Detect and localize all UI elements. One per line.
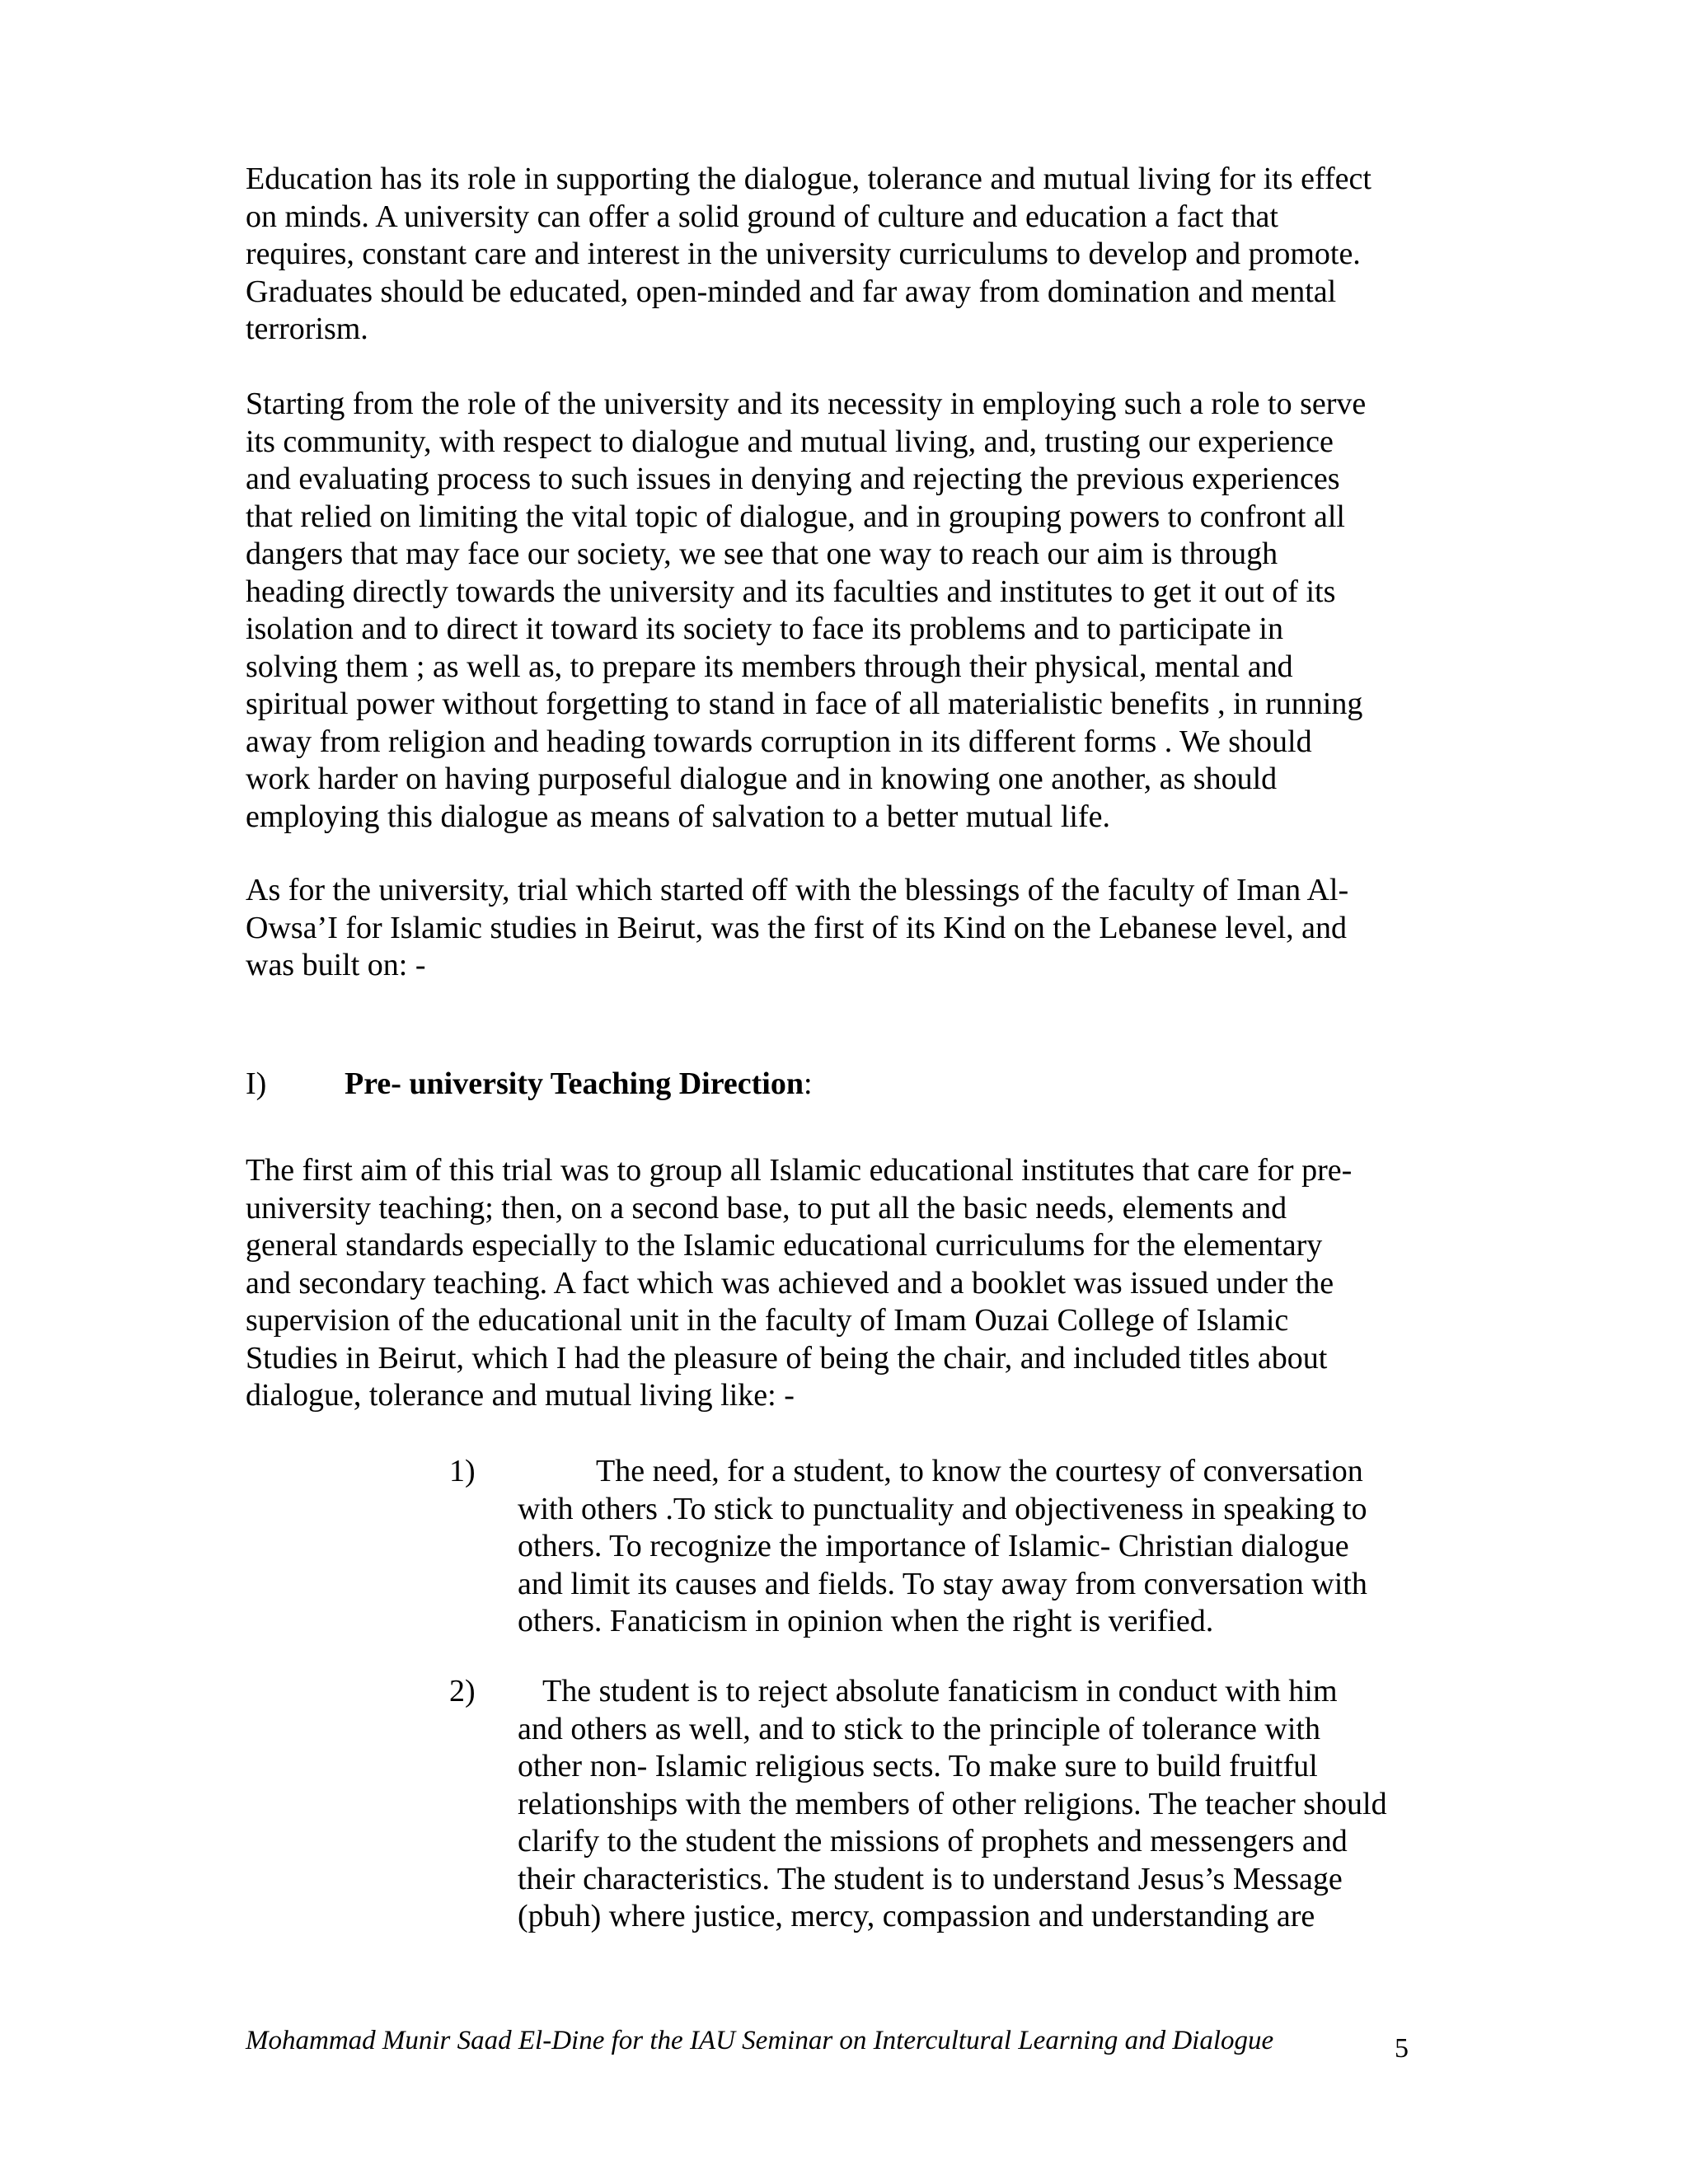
paragraph-university-trial [246, 872, 1449, 985]
text-line: isolation and to direct it toward its society to face its problems and to participate in [246, 612, 1283, 646]
text-line: solving them ; as well as, to prepare its members through their physical, mental and [246, 649, 1293, 684]
list-item [449, 1673, 1438, 1936]
page-footer [246, 2024, 1424, 2057]
list-item [449, 1453, 1438, 1641]
text-line: terrorism. [246, 312, 368, 346]
text-line: The student is to reject absolute fanaticism in conduct with him [542, 1674, 1338, 1708]
text-line: (pbuh) where justice, mercy, compassion and understanding are [518, 1899, 1315, 1933]
text-line: and others as well, and to stick to the principle of tolerance with [518, 1711, 1320, 1746]
section-heading [246, 1066, 813, 1104]
list-item-body [518, 1673, 1438, 1936]
footer-author-line: Mohammad Munir Saad El-Dine for the IAU Seminar on Intercultural Learning and Dialogue [246, 2026, 1274, 2055]
text-line: requires, constant care and interest in the university curriculums to develop and promote. [246, 237, 1361, 271]
page-number: 5 [1395, 2033, 1409, 2064]
text-line: away from religion and heading towards corruption in its different forms . We should [246, 724, 1312, 759]
text-line: supervision of the educational unit in the faculty of Imam Ouzai College of Islamic [246, 1303, 1289, 1338]
text-line: Starting from the role of the university and its necessity in employing such a role to serve [246, 387, 1367, 421]
paragraph-first-aim [246, 1152, 1449, 1415]
text-line: on minds. A university can offer a solid ground of culture and education a fact that [246, 199, 1278, 234]
section-title: Pre- university Teaching Direction [345, 1066, 804, 1101]
text-line: dialogue, tolerance and mutual living like: - [246, 1378, 795, 1413]
text-line: relationships with the members of other religions. The teacher should [518, 1786, 1387, 1821]
text-line: with others .To stick to punctuality and objectiveness in speaking to [518, 1491, 1367, 1526]
text-line: that relied on limiting the vital topic of dialogue, and in grouping powers to confront all [246, 499, 1345, 534]
list-marker: 1) [449, 1454, 476, 1488]
text-line: and evaluating process to such issues in denying and rejecting the previous experiences [246, 462, 1340, 496]
text-line: work harder on having purposeful dialogue and in knowing one another, as should [246, 762, 1278, 796]
text-line: Studies in Beirut, which I had the pleasure of being the chair, and included titles about [246, 1340, 1328, 1376]
text-line: As for the university, trial which started off with the blessings of the faculty of Iman Al- [246, 873, 1349, 907]
text-line: Owsa’I for Islamic studies in Beirut, was the first of its Kind on the Lebanese level, and [246, 910, 1347, 945]
text-line: was built on: - [246, 948, 426, 982]
text-line: others. Fanaticism in opinion when the right is verified. [518, 1604, 1214, 1638]
list-item-body [518, 1453, 1438, 1641]
text-line: their characteristics. The student is to understand Jesus’s Message [518, 1861, 1343, 1896]
paragraph-university-role [246, 386, 1449, 836]
text-line: heading directly towards the university and its faculties and institutes to get it out of its [246, 574, 1336, 609]
text-line: university teaching; then, on a second base, to put all the basic needs, elements and [246, 1190, 1287, 1226]
text-line: general standards especially to the Islamic educational curriculums for the elementary [246, 1228, 1323, 1263]
text-line: dangers that may face our society, we see that one way to reach our aim is through [246, 537, 1278, 571]
text-line: The need, for a student, to know the courtesy of conversation [596, 1454, 1363, 1488]
text-line: its community, with respect to dialogue and mutual living, and, trusting our experience [246, 424, 1334, 459]
text-line: others. To recognize the importance of Islamic- Christian dialogue [518, 1529, 1349, 1563]
section-number: I) [246, 1066, 267, 1101]
text-line: clarify to the student the missions of prophets and messengers and [518, 1824, 1348, 1858]
text-line: The first aim of this trial was to group all Islamic educational institutes that care for pre- [246, 1153, 1353, 1188]
text-line: Education has its role in supporting the dialogue, tolerance and mutual living for its effect [246, 162, 1372, 196]
text-line: spiritual power without forgetting to stand in face of all materialistic benefits , in running [246, 687, 1363, 721]
text-line: and limit its causes and fields. To stay away from conversation with [518, 1566, 1367, 1601]
text-line: Graduates should be educated, open-minded and far away from domination and mental [246, 274, 1337, 309]
section-colon: : [803, 1066, 813, 1101]
paragraph-education-role [246, 161, 1449, 349]
text-line: and secondary teaching. A fact which was achieved and a booklet was issued under the [246, 1265, 1334, 1301]
list-marker: 2) [449, 1674, 476, 1708]
text-line: other non- Islamic religious sects. To make sure to build fruitful [518, 1749, 1318, 1783]
text-line: employing this dialogue as means of salvation to a better mutual life. [246, 799, 1110, 834]
